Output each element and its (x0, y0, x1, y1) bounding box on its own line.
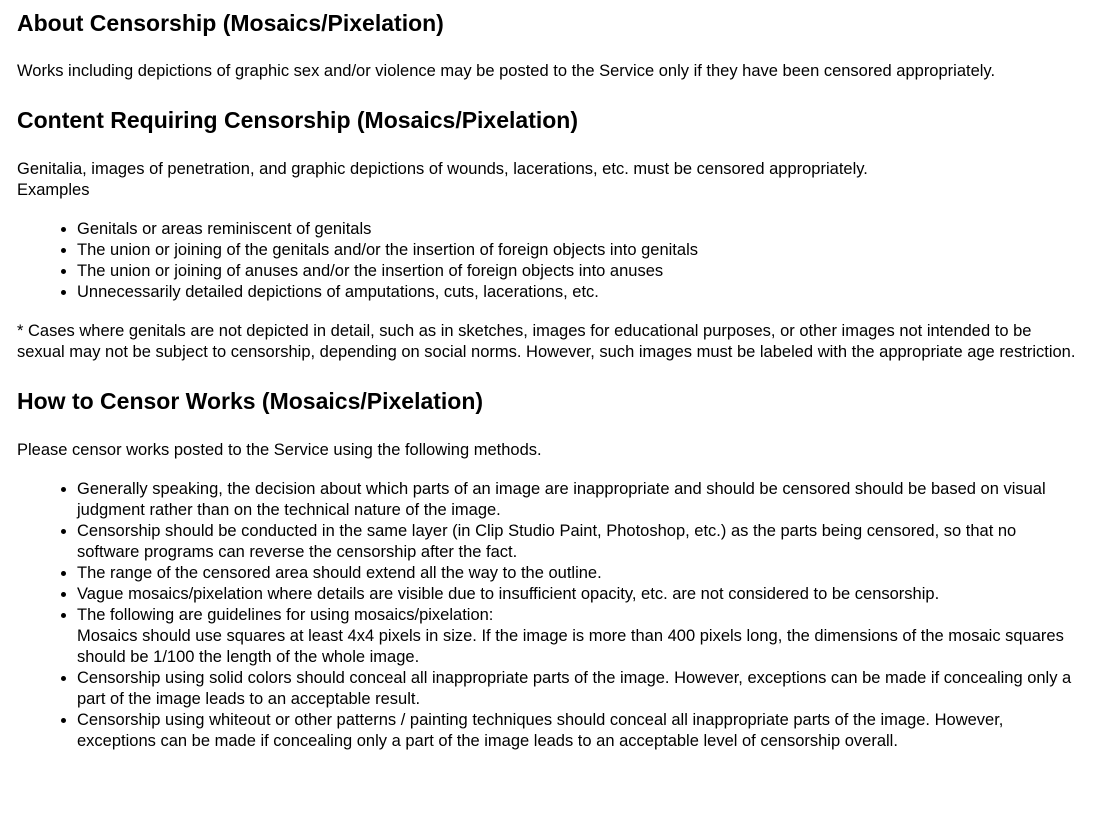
list-item: • Censorship using whiteout or other patterns / painting techniques should conceal all inappropriate parts of the image. However, exceptions can be made if concealing only a part of the image leads to an acceptable level of censorship overall. (77, 710, 1083, 752)
list-item: • Censorship should be conducted in the same layer (in Clip Studio Paint, Photoshop, etc.) as the parts being censored, so that no software programs can reverse the censorship after the fact. (77, 521, 1083, 563)
content-requiring-intro-text: Genitalia, images of penetration, and graphic depictions of wounds, lacerations, etc. must be censored appropriately. (17, 160, 868, 178)
censor-methods-list (17, 479, 1083, 752)
examples-label: Examples (17, 181, 90, 199)
heading-about-censorship: About Censorship (Mosaics/Pixelation) (17, 10, 444, 36)
list-item: • Generally speaking, the decision about which parts of an image are inappropriate and should be censored should be based on visual judgment rather than on the technical nature of the image. (77, 479, 1083, 521)
list-item: • Unnecessarily detailed depictions of amputations, cuts, lacerations, etc. (77, 282, 1083, 303)
mosaic-guidelines-detail: Mosaics should use squares at least 4x4 pixels in size. If the image is more than 400 pixels long, the dimensions of the mosaic squares should be 1/100 the length of the whole image. (77, 627, 1064, 666)
examples-list (17, 219, 1083, 303)
how-to-censor-intro: Please censor works posted to the Service using the following methods. (17, 441, 542, 459)
list-item: • Vague mosaics/pixelation where details are visible due to insufficient opacity, etc. are not considered to be censorship. (77, 584, 1083, 605)
list-item: • The range of the censored area should extend all the way to the outline. (77, 563, 1083, 584)
list-item-mosaic-guidelines (77, 605, 1083, 668)
heading-how-to-censor: How to Censor Works (Mosaics/Pixelation) (17, 388, 484, 414)
content-requiring-intro (17, 159, 1083, 201)
document-page (0, 10, 1100, 752)
list-item: • Genitals or areas reminiscent of genitals (77, 219, 1083, 240)
heading-content-requiring-censorship: Content Requiring Censorship (Mosaics/Pixelation) (17, 107, 579, 133)
censorship-exception-note: * Cases where genitals are not depicted in detail, such as in sketches, images for educational purposes, or other images not intended to be sexual may not be subject to censorship, depending on social norms. However, such images must be labeled with the appropriate age restriction. (17, 322, 1076, 361)
about-censorship-text: Works including depictions of graphic sex and/or violence may be posted to the Service only if they have been censored appropriately. (17, 62, 996, 80)
list-item: • Censorship using solid colors should conceal all inappropriate parts of the image. However, exceptions can be made if concealing only a part of the image leads to an acceptable result. (77, 668, 1083, 710)
list-item: • The union or joining of the genitals and/or the insertion of foreign objects into genitals (77, 240, 1083, 261)
mosaic-guidelines-label: The following are guidelines for using mosaics/pixelation: (77, 606, 494, 624)
list-item: • The union or joining of anuses and/or the insertion of foreign objects into anuses (77, 261, 1083, 282)
